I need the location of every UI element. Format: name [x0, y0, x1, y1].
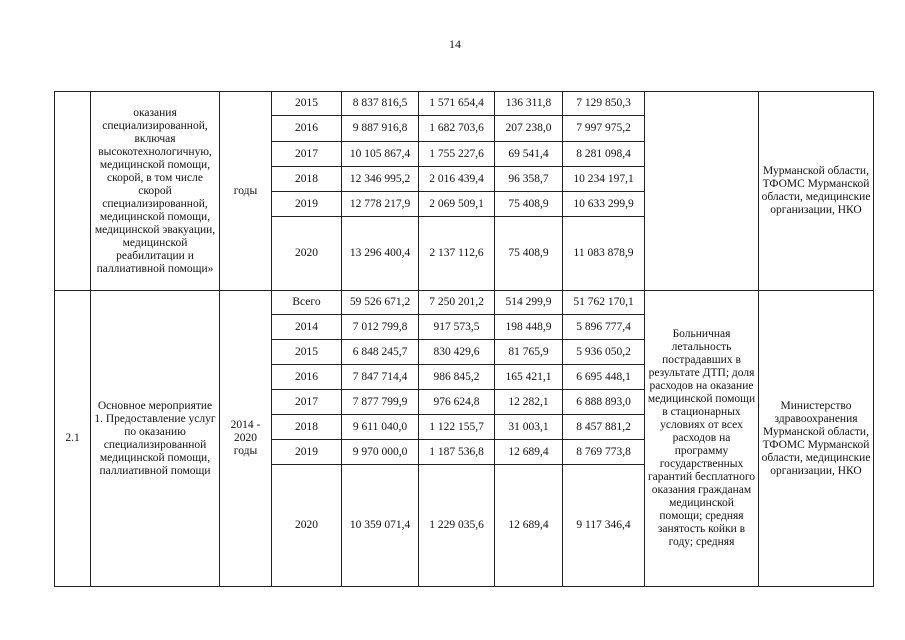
- source-1-amount-cell: 830 429,6: [419, 340, 495, 365]
- year-cell: 2020: [272, 217, 342, 291]
- source-3-amount-cell: 7 129 850,3: [563, 92, 645, 116]
- source-3-amount-cell: 5 896 777,4: [563, 315, 645, 340]
- source-3-amount-cell: 8 769 773,8: [563, 440, 645, 465]
- total-amount-cell: 7 877 799,9: [342, 390, 419, 415]
- year-cell: 2016: [272, 365, 342, 390]
- item-number-cell: [55, 92, 91, 291]
- source-1-amount-cell: 1 187 536,8: [419, 440, 495, 465]
- source-1-amount-cell: 2 016 439,4: [419, 167, 495, 192]
- indicator-cell: Больничная летальность пострадавших в результате ДТП; доля расходов на оказание медицинской помощи в стационарных условиях от всех расходов на программу государственных гарантий бесплатного оказания гражданам медицинской помощи; средняя занятость койки в году; средняя: [645, 291, 759, 587]
- page-number: 14: [449, 37, 461, 51]
- total-amount-cell: 12 346 995,2: [342, 167, 419, 192]
- year-cell: Всего: [272, 291, 342, 315]
- source-1-amount-cell: 917 573,5: [419, 315, 495, 340]
- source-2-amount-cell: 198 448,9: [495, 315, 563, 340]
- total-amount-cell: 7 847 714,4: [342, 365, 419, 390]
- source-3-amount-cell: 8 457 881,2: [563, 415, 645, 440]
- source-3-amount-cell: 10 234 197,1: [563, 167, 645, 192]
- source-3-amount-cell: 51 762 170,1: [563, 291, 645, 315]
- year-cell: 2020: [272, 465, 342, 587]
- table-row: [55, 92, 874, 116]
- executors-cell: Министерство здравоохранения Мурманской области, ТФОМС Мурманской области, медицинские организации, НКО: [759, 291, 874, 587]
- source-2-amount-cell: 165 421,1: [495, 365, 563, 390]
- table-row: [55, 291, 874, 315]
- source-1-amount-cell: 976 624,8: [419, 390, 495, 415]
- source-2-amount-cell: 207 238,0: [495, 116, 563, 142]
- source-2-amount-cell: 12 689,4: [495, 465, 563, 587]
- period-cell: годы: [220, 92, 272, 291]
- year-cell: 2019: [272, 440, 342, 465]
- total-amount-cell: 12 778 217,9: [342, 192, 419, 217]
- source-3-amount-cell: 6 888 893,0: [563, 390, 645, 415]
- source-2-amount-cell: 69 541,4: [495, 142, 563, 167]
- source-3-amount-cell: 7 997 975,2: [563, 116, 645, 142]
- source-1-amount-cell: 1 229 035,6: [419, 465, 495, 587]
- period-cell: 2014 - 2020 годы: [220, 291, 272, 587]
- source-2-amount-cell: 12 689,4: [495, 440, 563, 465]
- total-amount-cell: 9 887 916,8: [342, 116, 419, 142]
- source-3-amount-cell: 10 633 299,9: [563, 192, 645, 217]
- total-amount-cell: 59 526 671,2: [342, 291, 419, 315]
- total-amount-cell: 8 837 816,5: [342, 92, 419, 116]
- year-cell: 2017: [272, 142, 342, 167]
- total-amount-cell: 13 296 400,4: [342, 217, 419, 291]
- indicator-cell: [645, 92, 759, 291]
- source-3-amount-cell: 8 281 098,4: [563, 142, 645, 167]
- item-number-cell: 2.1: [55, 291, 91, 587]
- source-2-amount-cell: 31 003,1: [495, 415, 563, 440]
- source-2-amount-cell: 12 282,1: [495, 390, 563, 415]
- total-amount-cell: 9 970 000,0: [342, 440, 419, 465]
- source-2-amount-cell: 75 408,9: [495, 192, 563, 217]
- source-3-amount-cell: 6 695 448,1: [563, 365, 645, 390]
- source-3-amount-cell: 5 936 050,2: [563, 340, 645, 365]
- source-2-amount-cell: 136 311,8: [495, 92, 563, 116]
- executors-cell: Мурманской области, ТФОМС Мурманской области, медицинские организации, НКО: [759, 92, 874, 291]
- activity-description-cell: Основное мероприятие 1. Предоставление услуг по оказанию специализированной медицинской помощи, паллиативной помощи: [91, 291, 220, 587]
- year-cell: 2018: [272, 167, 342, 192]
- year-cell: 2019: [272, 192, 342, 217]
- source-1-amount-cell: 1 122 155,7: [419, 415, 495, 440]
- source-1-amount-cell: 2 069 509,1: [419, 192, 495, 217]
- year-cell: 2017: [272, 390, 342, 415]
- source-1-amount-cell: 7 250 201,2: [419, 291, 495, 315]
- source-1-amount-cell: 1 571 654,4: [419, 92, 495, 116]
- source-3-amount-cell: 9 117 346,4: [563, 465, 645, 587]
- source-1-amount-cell: 2 137 112,6: [419, 217, 495, 291]
- year-cell: 2015: [272, 92, 342, 116]
- source-1-amount-cell: 1 755 227,6: [419, 142, 495, 167]
- total-amount-cell: 7 012 799,8: [342, 315, 419, 340]
- year-cell: 2015: [272, 340, 342, 365]
- source-2-amount-cell: 75 408,9: [495, 217, 563, 291]
- program-table: [54, 91, 874, 587]
- total-amount-cell: 10 105 867,4: [342, 142, 419, 167]
- total-amount-cell: 10 359 071,4: [342, 465, 419, 587]
- activity-description-cell: оказания специализированной, включая высокотехнологичную, медицинской помощи, скорой, в том числе скорой специализированной, медицинской помощи, медицинской эвакуации, медицинской реабилитации и паллиативной помощи»: [91, 92, 220, 291]
- year-cell: 2014: [272, 315, 342, 340]
- source-2-amount-cell: 81 765,9: [495, 340, 563, 365]
- year-cell: 2016: [272, 116, 342, 142]
- source-1-amount-cell: 1 682 703,6: [419, 116, 495, 142]
- year-cell: 2018: [272, 415, 342, 440]
- source-2-amount-cell: 96 358,7: [495, 167, 563, 192]
- total-amount-cell: 9 611 040,0: [342, 415, 419, 440]
- source-1-amount-cell: 986 845,2: [419, 365, 495, 390]
- source-2-amount-cell: 514 299,9: [495, 291, 563, 315]
- total-amount-cell: 6 848 245,7: [342, 340, 419, 365]
- source-3-amount-cell: 11 083 878,9: [563, 217, 645, 291]
